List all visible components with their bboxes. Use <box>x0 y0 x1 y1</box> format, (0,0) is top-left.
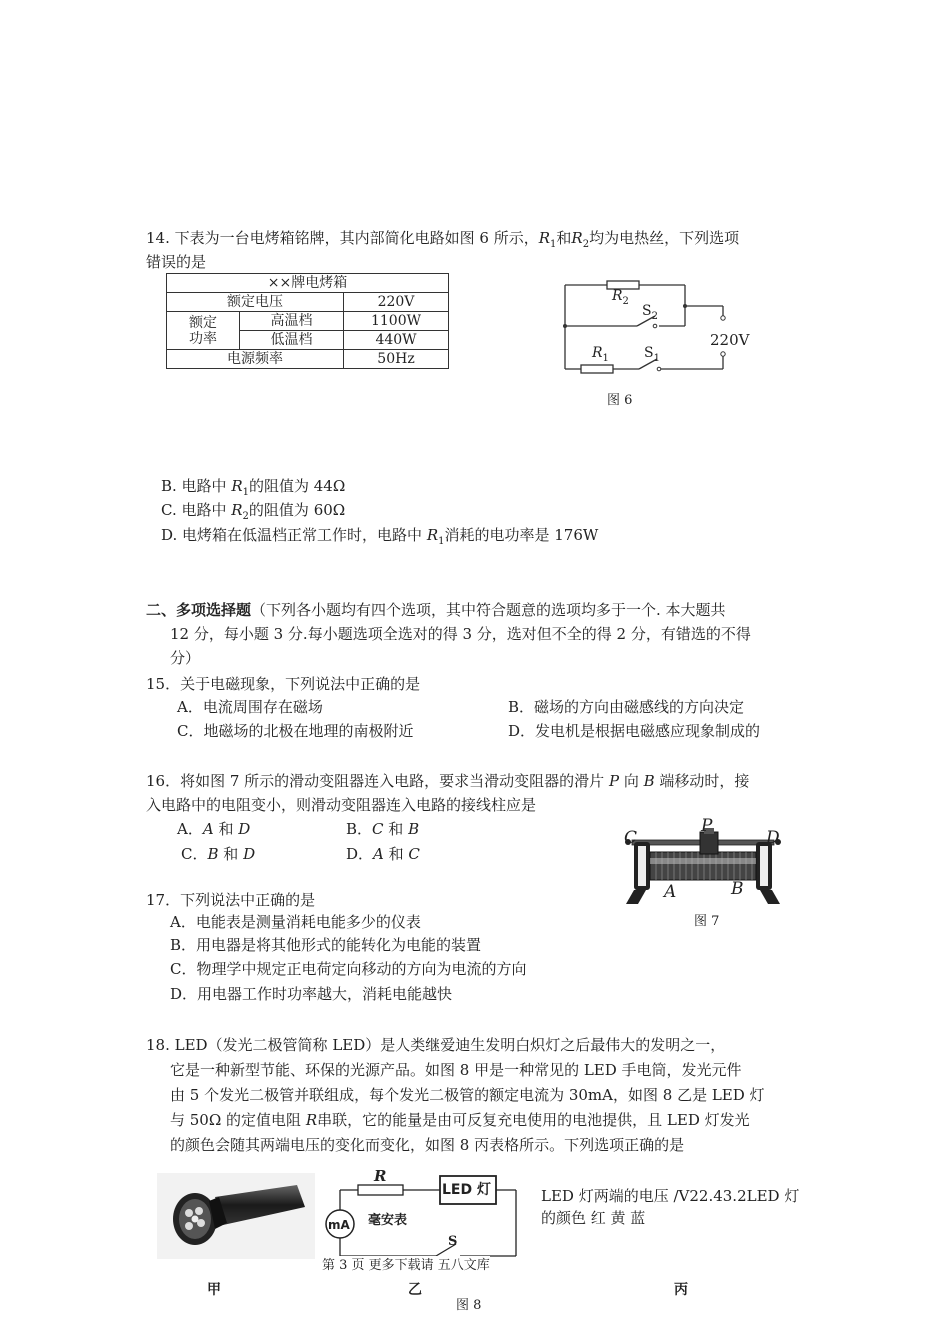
spec-low-label: 低温档 <box>240 331 344 350</box>
q14-option-d: D. 电烤箱在低温档正常工作时，电路中 $R_1$消耗的电功率是 176W <box>161 526 599 547</box>
q18-stem-line4: 与 50Ω 的定值电阻 R串联，它的能量是由可反复充电使用的电池提供，且 LED 灯发光 <box>170 1111 750 1129</box>
spec-freq-value: 50Hz <box>344 350 449 369</box>
q15-option-c: C．地磁场的北极在地理的南极附近 <box>177 722 414 740</box>
fig8-ma-label: mA <box>328 1218 350 1232</box>
label-jia: 甲 <box>207 1282 221 1298</box>
page-footer: 第 3 页 更多下载请 五八文库 <box>322 1256 490 1276</box>
fig7-label-p: P <box>701 816 713 836</box>
q14-option-c: C. 电路中 $R_2$的阻值为 60Ω <box>161 501 346 522</box>
fig8-r-label: R <box>374 1167 387 1185</box>
q16-stem-line2: 入电路中的电阻变小，则滑动变阻器连入电路的接线柱应是 <box>146 796 537 814</box>
fig7-label-d: D <box>766 828 780 848</box>
q14-option-b: B. 电路中 $R_1$的阻值为 44Ω <box>161 477 346 498</box>
q15-option-a: A．电流周围存在磁场 <box>177 698 323 716</box>
fig8-table-text1: LED 灯两端的电压 /V22.43.2LED 灯 <box>541 1187 800 1205</box>
q18-stem-line2: 它是一种新型节能、环保的光源产品。如图 8 甲是一种常见的 LED 手电筒，发光元件 <box>170 1061 742 1079</box>
fig6-s1-label: $S_1$ <box>644 345 660 364</box>
spec-high-value: 1100W <box>344 312 449 331</box>
q17-option-d: D．用电器工作时功率越大，消耗电能越快 <box>170 985 453 1003</box>
q14-stem-line1: 14. 下表为一台电烤箱铭牌，其内部简化电路如图 6 所示，$R_1$和$R_2$均为电热丝，下列选项 <box>146 229 740 250</box>
flashlight-image <box>157 1173 315 1259</box>
q18-stem-line5: 的颜色会随其两端电压的变化而变化，如图 8 丙表格所示。下列选项正确的是 <box>170 1136 685 1154</box>
spec-title: ××牌电烤箱 <box>167 274 449 293</box>
q14-stem-line2: 错误的是 <box>146 253 207 271</box>
fig8-led-label: LED 灯 <box>442 1182 491 1198</box>
q17-option-b: B．用电器是将其他形式的能转化为电能的装置 <box>170 936 482 954</box>
q15-option-d: D．发电机是根据电磁感应现象制成的 <box>508 722 761 740</box>
figure-6-circuit <box>555 272 765 382</box>
figure-8-circuit <box>318 1162 523 1262</box>
q18-stem-line1: 18. LED（发光二极管简称 LED）是人类继爱迪生发明白炽灯之后最伟大的发明之一， <box>146 1036 726 1054</box>
fig6-r1-label: $R_1$ <box>592 345 609 364</box>
q15-option-b: B．磁场的方向由磁感线的方向决定 <box>508 698 745 716</box>
fig7-label-c: C <box>624 828 638 848</box>
fig7-label-b: B <box>731 879 744 899</box>
spec-rated-voltage-label: 额定电压 <box>167 293 344 312</box>
fig6-s2-label: $S_2$ <box>642 303 658 322</box>
q18-stem-line3: 由 5 个发光二极管并联组成，每个发光二极管的额定电流为 30mA，如图 8 乙是 LED 灯 <box>170 1086 765 1104</box>
fig7-label-a: A <box>664 882 677 902</box>
section2-header-line2: 12 分，每小题 3 分.每小题选项全选对的得 3 分，选对但不全的得 2 分，有错选的不得 <box>170 625 751 643</box>
q17-option-a: A．电能表是测量消耗电能多少的仪表 <box>170 913 421 931</box>
q15-stem: 15．关于电磁现象，下列说法中正确的是 <box>146 675 421 693</box>
fig6-caption: 图 6 <box>607 393 633 408</box>
resistor-r <box>358 1185 403 1195</box>
q17-stem: 17．下列说法中正确的是 <box>146 891 316 909</box>
section2-header-line1: 二、多项选择题（下列各小题均有四个选项，其中符合题意的选项均多于一个. 本大题共 <box>146 601 726 619</box>
spec-freq-label: 电源频率 <box>167 350 344 369</box>
spec-high-label: 高温档 <box>240 312 344 331</box>
fig8-s-label: S <box>448 1234 458 1249</box>
q16-option-b: B．C 和 B <box>346 820 420 838</box>
fig6-r2-label: $R_2$ <box>612 288 629 307</box>
fig8-caption: 图 8 <box>456 1298 482 1313</box>
q16-stem-line1: 16．将如图 7 所示的滑动变阻器连入电路，要求当滑动变阻器的滑片 P 向 B 端移动时，接 <box>146 772 750 790</box>
q16-option-a: A．A 和 D <box>177 820 251 838</box>
q16-option-c: C．B 和 D <box>181 845 256 863</box>
spec-rated-voltage-value: 220V <box>344 293 449 312</box>
fig8-meter-label: 毫安表 <box>368 1213 408 1228</box>
fig8-table-text2: 的颜色 红 黄 蓝 <box>541 1209 646 1227</box>
q17-option-c: C．物理学中规定正电荷定向移动的方向为电流的方向 <box>170 960 527 978</box>
q16-option-d: D．A 和 C <box>346 845 420 863</box>
oven-spec-table <box>166 273 449 369</box>
fig7-caption: 图 7 <box>694 914 720 929</box>
fig6-voltage-label: 220V <box>710 331 750 349</box>
spec-low-value: 440W <box>344 331 449 350</box>
spec-rated-power-label: 额定 功率 <box>167 312 240 350</box>
label-yi: 乙 <box>408 1282 422 1298</box>
label-bing: 丙 <box>674 1282 688 1298</box>
section2-header-line3: 分） <box>170 649 201 667</box>
